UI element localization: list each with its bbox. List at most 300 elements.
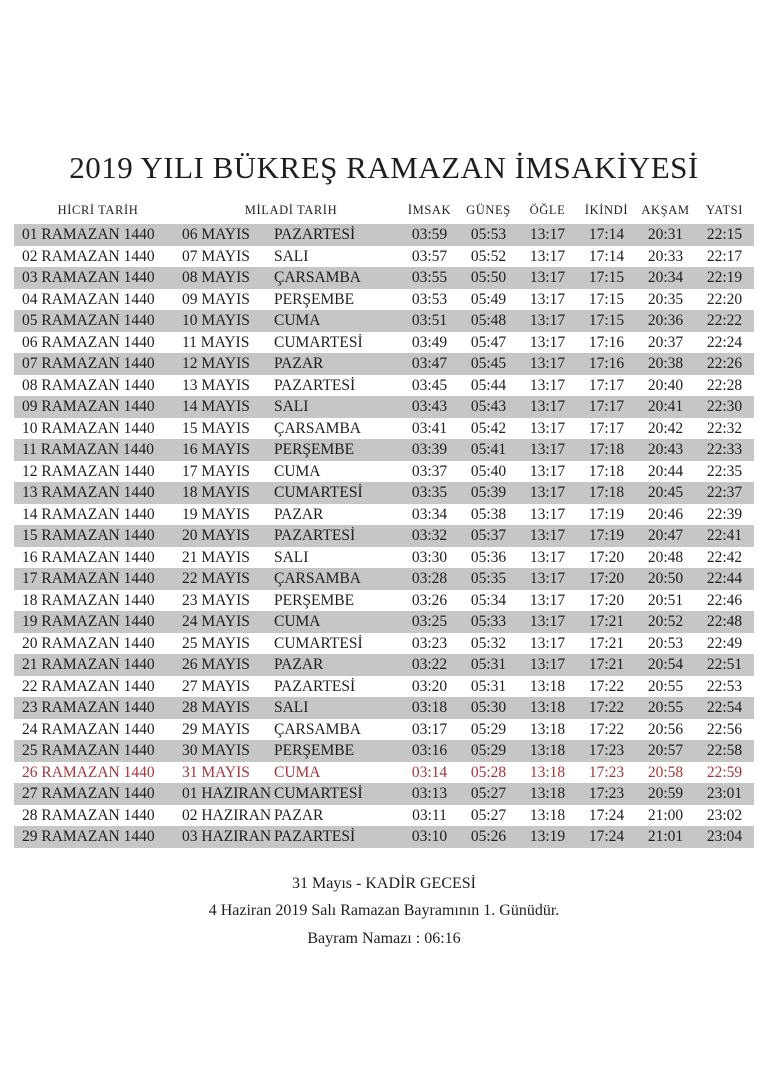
table-row: [14, 310, 754, 332]
imsak-time-cell: 03:14: [411, 763, 448, 781]
ikindi-time-cell: 17:18: [588, 441, 625, 458]
day-name-cell: CUMARTESİ: [273, 333, 363, 351]
imsak-time-cell: 03:26: [411, 591, 448, 609]
aksam-time-cell: 20:46: [647, 505, 684, 523]
gunes-time-cell: 05:47: [470, 333, 507, 351]
yatsi-time-cell: 22:41: [706, 527, 743, 544]
yatsi-time-cell: 23:02: [706, 806, 743, 824]
gunes-time-cell: 05:40: [470, 462, 507, 480]
miladi-date-cell: 13 MAYIS: [181, 376, 250, 394]
ogle-time-cell: 13:17: [529, 527, 566, 544]
ogle-time-cell: 13:17: [529, 441, 566, 458]
ogle-time-cell: 13:17: [529, 634, 566, 652]
gunes-time-cell: 05:29: [470, 720, 507, 738]
column-header: MİLADİ TARİH: [244, 203, 338, 217]
table-row: [14, 676, 754, 698]
hicri-date-cell: 06 RAMAZAN 1440: [21, 333, 155, 351]
hicri-date-cell: 25 RAMAZAN 1440: [21, 742, 155, 759]
ikindi-time-cell: 17:23: [588, 763, 625, 781]
miladi-date-cell: 03 HAZIRAN: [181, 828, 272, 845]
miladi-date-cell: 18 MAYIS: [181, 484, 250, 501]
hicri-date-cell: 15 RAMAZAN 1440: [21, 527, 155, 544]
table-row: [14, 267, 754, 289]
ikindi-time-cell: 17:14: [588, 226, 625, 243]
column-header: AKŞAM: [641, 203, 690, 217]
gunes-time-cell: 05:42: [470, 419, 507, 437]
imsak-time-cell: 03:51: [411, 312, 448, 329]
miladi-date-cell: 22 MAYIS: [181, 570, 250, 587]
aksam-time-cell: 20:37: [647, 333, 684, 351]
gunes-time-cell: 05:48: [470, 312, 507, 329]
footer-notes: [0, 870, 768, 953]
table-row: [14, 418, 754, 440]
yatsi-time-cell: 22:37: [706, 484, 743, 501]
ikindi-time-cell: 17:17: [588, 398, 625, 415]
day-name-cell: SALI: [273, 699, 309, 716]
hicri-date-cell: 03 RAMAZAN 1440: [21, 269, 155, 286]
prayer-times-table: [14, 200, 754, 848]
day-name-cell: CUMARTESİ: [273, 785, 363, 802]
miladi-date-cell: 27 MAYIS: [181, 677, 250, 695]
aksam-time-cell: 20:40: [647, 376, 684, 394]
ogle-time-cell: 13:18: [529, 699, 566, 716]
gunes-time-cell: 05:27: [470, 785, 507, 802]
column-header: YATSI: [705, 203, 744, 217]
yatsi-time-cell: 22:56: [706, 720, 743, 738]
ogle-time-cell: 13:17: [529, 226, 566, 243]
hicri-date-cell: 26 RAMAZAN 1440: [21, 763, 155, 781]
column-header: HİCRİ TARİH: [57, 203, 139, 217]
yatsi-time-cell: 22:58: [706, 742, 743, 759]
aksam-time-cell: 20:44: [647, 462, 684, 480]
aksam-time-cell: 20:52: [647, 613, 684, 630]
hicri-date-cell: 17 RAMAZAN 1440: [21, 570, 155, 587]
table-row: [14, 504, 754, 526]
ikindi-time-cell: 17:24: [588, 828, 625, 845]
table-row: [14, 525, 754, 547]
ikindi-time-cell: 17:22: [588, 699, 625, 716]
gunes-time-cell: 05:53: [470, 226, 507, 243]
table-row: [14, 547, 754, 569]
hicri-date-cell: 20 RAMAZAN 1440: [21, 634, 155, 652]
ikindi-time-cell: 17:18: [588, 484, 625, 501]
aksam-time-cell: 20:54: [647, 656, 684, 673]
ikindi-time-cell: 17:23: [588, 785, 625, 802]
yatsi-time-cell: 22:28: [706, 376, 743, 394]
miladi-date-cell: 01 HAZIRAN: [181, 785, 272, 802]
ogle-time-cell: 13:17: [529, 462, 566, 480]
hicri-date-cell: 04 RAMAZAN 1440: [21, 290, 155, 308]
day-name-cell: SALI: [273, 247, 309, 265]
miladi-date-cell: 17 MAYIS: [181, 462, 250, 480]
table-row: [14, 654, 754, 676]
miladi-date-cell: 10 MAYIS: [181, 312, 250, 329]
aksam-time-cell: 20:53: [647, 634, 684, 652]
gunes-time-cell: 05:31: [470, 656, 507, 673]
day-name-cell: CUMA: [273, 613, 321, 630]
ogle-time-cell: 13:17: [529, 548, 566, 566]
gunes-time-cell: 05:43: [470, 398, 507, 415]
ogle-time-cell: 13:18: [529, 763, 566, 781]
column-header: ÖĞLE: [529, 203, 566, 217]
imsak-time-cell: 03:37: [411, 462, 448, 480]
imsak-time-cell: 03:22: [411, 656, 448, 673]
miladi-date-cell: 20 MAYIS: [181, 527, 250, 544]
imsak-time-cell: 03:16: [411, 742, 448, 759]
ikindi-time-cell: 17:20: [588, 570, 625, 587]
imsak-time-cell: 03:25: [411, 613, 448, 630]
page-title: 2019 YILI BÜKREŞ RAMAZAN İMSAKİYESİ: [69, 150, 699, 185]
gunes-time-cell: 05:30: [470, 699, 507, 716]
miladi-date-cell: 21 MAYIS: [181, 548, 250, 566]
yatsi-time-cell: 22:20: [706, 290, 743, 308]
hicri-date-cell: 23 RAMAZAN 1440: [21, 699, 155, 716]
imsak-time-cell: 03:49: [411, 333, 448, 351]
yatsi-time-cell: 23:04: [706, 828, 743, 845]
miladi-date-cell: 15 MAYIS: [181, 419, 250, 437]
ogle-time-cell: 13:17: [529, 505, 566, 523]
ikindi-time-cell: 17:23: [588, 742, 625, 759]
aksam-time-cell: 20:36: [647, 312, 684, 329]
imsak-time-cell: 03:59: [411, 226, 448, 243]
ikindi-time-cell: 17:21: [588, 656, 625, 673]
imsak-time-cell: 03:43: [411, 398, 448, 415]
imsak-time-cell: 03:55: [411, 269, 448, 286]
miladi-date-cell: 31 MAYIS: [181, 763, 250, 781]
ogle-time-cell: 13:17: [529, 419, 566, 437]
ogle-time-cell: 13:17: [529, 355, 566, 372]
imsak-time-cell: 03:13: [411, 785, 448, 802]
day-name-cell: ÇARSAMBA: [273, 419, 361, 437]
table-row: [14, 332, 754, 354]
aksam-time-cell: 20:55: [647, 677, 684, 695]
day-name-cell: PAZAR: [273, 656, 324, 673]
yatsi-time-cell: 22:59: [706, 763, 743, 781]
ogle-time-cell: 13:18: [529, 720, 566, 738]
hicri-date-cell: 24 RAMAZAN 1440: [21, 720, 155, 738]
table-row: [14, 482, 754, 504]
hicri-date-cell: 21 RAMAZAN 1440: [21, 656, 155, 673]
yatsi-time-cell: 22:30: [706, 398, 743, 415]
miladi-date-cell: 25 MAYIS: [181, 634, 250, 652]
day-name-cell: PAZARTESİ: [273, 828, 356, 845]
yatsi-time-cell: 22:44: [706, 570, 743, 587]
day-name-cell: PAZAR: [273, 505, 324, 523]
kadir-gecesi-note: 31 Mayıs - KADİR GECESİ: [292, 874, 476, 892]
ogle-time-cell: 13:17: [529, 591, 566, 609]
aksam-time-cell: 20:43: [647, 441, 684, 458]
hicri-date-cell: 07 RAMAZAN 1440: [21, 355, 155, 372]
gunes-time-cell: 05:33: [470, 613, 507, 630]
column-header: İKİNDİ: [584, 203, 629, 217]
ikindi-time-cell: 17:21: [588, 613, 625, 630]
ogle-time-cell: 13:17: [529, 290, 566, 308]
hicri-date-cell: 08 RAMAZAN 1440: [21, 376, 155, 394]
hicri-date-cell: 09 RAMAZAN 1440: [21, 398, 155, 415]
aksam-time-cell: 20:41: [647, 398, 684, 415]
ikindi-time-cell: 17:24: [588, 806, 625, 824]
gunes-time-cell: 05:38: [470, 505, 507, 523]
yatsi-time-cell: 22:15: [706, 226, 743, 243]
day-name-cell: PAZARTESİ: [273, 226, 356, 243]
imsak-time-cell: 03:57: [411, 247, 448, 265]
gunes-time-cell: 05:26: [470, 828, 507, 845]
miladi-date-cell: 06 MAYIS: [181, 226, 250, 243]
aksam-time-cell: 20:35: [647, 290, 684, 308]
miladi-date-cell: 14 MAYIS: [181, 398, 250, 415]
table-row: [14, 805, 754, 827]
table-row: [14, 590, 754, 612]
yatsi-time-cell: 22:42: [706, 548, 743, 566]
table-row: [14, 375, 754, 397]
day-name-cell: PERŞEMBE: [273, 290, 355, 308]
aksam-time-cell: 20:50: [647, 570, 684, 587]
hicri-date-cell: 29 RAMAZAN 1440: [21, 828, 155, 845]
column-header: İMSAK: [407, 203, 452, 217]
imsak-time-cell: 03:11: [412, 806, 447, 824]
miladi-date-cell: 23 MAYIS: [181, 591, 250, 609]
column-header: GÜNEŞ: [466, 203, 511, 217]
aksam-time-cell: 20:51: [647, 591, 684, 609]
imsak-time-cell: 03:30: [411, 548, 448, 566]
bayram-namazi-note: Bayram Namazı : 06:16: [307, 929, 461, 947]
yatsi-time-cell: 22:22: [706, 312, 743, 329]
yatsi-time-cell: 22:48: [706, 613, 743, 630]
ikindi-time-cell: 17:17: [588, 419, 625, 437]
table-row: [14, 289, 754, 311]
day-name-cell: CUMA: [273, 462, 321, 480]
day-name-cell: CUMA: [273, 312, 321, 329]
aksam-time-cell: 21:00: [647, 806, 684, 824]
ogle-time-cell: 13:17: [529, 656, 566, 673]
aksam-time-cell: 20:48: [647, 548, 684, 566]
aksam-time-cell: 20:38: [647, 355, 684, 372]
ikindi-time-cell: 17:20: [588, 591, 625, 609]
ogle-time-cell: 13:17: [529, 247, 566, 265]
miladi-date-cell: 19 MAYIS: [181, 505, 250, 523]
gunes-time-cell: 05:27: [470, 806, 507, 824]
ogle-time-cell: 13:17: [529, 376, 566, 394]
yatsi-time-cell: 22:17: [706, 247, 743, 265]
ogle-time-cell: 13:17: [529, 333, 566, 351]
imsak-time-cell: 03:17: [411, 720, 448, 738]
hicri-date-cell: 27 RAMAZAN 1440: [21, 785, 155, 802]
imsak-time-cell: 03:10: [411, 828, 448, 845]
aksam-time-cell: 20:58: [647, 763, 684, 781]
imsak-time-cell: 03:23: [411, 634, 448, 652]
imsak-time-cell: 03:32: [411, 527, 448, 544]
yatsi-time-cell: 22:54: [706, 699, 743, 716]
yatsi-time-cell: 22:39: [706, 505, 743, 523]
imsak-time-cell: 03:18: [411, 699, 448, 716]
table-row: [14, 719, 754, 741]
table-row: [14, 396, 754, 418]
miladi-date-cell: 11 MAYIS: [181, 333, 250, 351]
miladi-date-cell: 02 HAZIRAN: [181, 806, 272, 824]
day-name-cell: PAZARTESİ: [273, 376, 356, 394]
ogle-time-cell: 13:17: [529, 398, 566, 415]
hicri-date-cell: 19 RAMAZAN 1440: [21, 613, 155, 630]
imsak-time-cell: 03:28: [411, 570, 448, 587]
ogle-time-cell: 13:18: [529, 677, 566, 695]
hicri-date-cell: 12 RAMAZAN 1440: [21, 462, 155, 480]
gunes-time-cell: 05:41: [470, 441, 507, 458]
ikindi-time-cell: 17:15: [588, 290, 625, 308]
ikindi-time-cell: 17:15: [588, 312, 625, 329]
table-row: [14, 461, 754, 483]
ikindi-time-cell: 17:20: [588, 548, 625, 566]
yatsi-time-cell: 22:24: [706, 333, 743, 351]
miladi-date-cell: 28 MAYIS: [181, 699, 250, 716]
ogle-time-cell: 13:18: [529, 806, 566, 824]
gunes-time-cell: 05:37: [470, 527, 507, 544]
miladi-date-cell: 26 MAYIS: [181, 656, 250, 673]
yatsi-time-cell: 22:26: [706, 355, 743, 372]
day-name-cell: PAZARTESİ: [273, 677, 356, 695]
yatsi-time-cell: 22:19: [706, 269, 743, 286]
gunes-time-cell: 05:35: [470, 570, 507, 587]
day-name-cell: SALI: [273, 548, 309, 566]
hicri-date-cell: 05 RAMAZAN 1440: [21, 312, 155, 329]
gunes-time-cell: 05:39: [470, 484, 507, 501]
hicri-date-cell: 11 RAMAZAN 1440: [21, 441, 155, 458]
table-row: [14, 439, 754, 461]
imsak-time-cell: 03:45: [411, 376, 448, 394]
gunes-time-cell: 05:45: [470, 355, 507, 372]
imsak-time-cell: 03:34: [411, 505, 448, 523]
imsak-time-cell: 03:35: [411, 484, 448, 501]
timetable-body: [14, 224, 754, 848]
day-name-cell: PAZAR: [273, 806, 324, 824]
miladi-date-cell: 29 MAYIS: [181, 720, 250, 738]
yatsi-time-cell: 22:51: [706, 656, 743, 673]
table-row: [14, 224, 754, 246]
table-row: [14, 568, 754, 590]
aksam-time-cell: 20:31: [647, 226, 684, 243]
aksam-time-cell: 20:59: [647, 785, 684, 802]
ogle-time-cell: 13:17: [529, 269, 566, 286]
day-name-cell: ÇARSAMBA: [273, 269, 361, 286]
gunes-time-cell: 05:34: [470, 591, 507, 609]
ikindi-time-cell: 17:19: [588, 527, 625, 544]
table-row: [14, 697, 754, 719]
yatsi-time-cell: 22:33: [706, 441, 743, 458]
ikindi-time-cell: 17:19: [588, 505, 625, 523]
day-name-cell: CUMARTESİ: [273, 634, 363, 652]
ogle-time-cell: 13:19: [529, 828, 566, 845]
day-name-cell: ÇARSAMBA: [273, 570, 361, 587]
aksam-time-cell: 21:01: [647, 828, 684, 845]
day-name-cell: CUMA: [273, 763, 321, 781]
table-header-row: [14, 200, 754, 224]
ogle-time-cell: 13:17: [529, 484, 566, 501]
aksam-time-cell: 20:34: [647, 269, 684, 286]
hicri-date-cell: 14 RAMAZAN 1440: [21, 505, 155, 523]
hicri-date-cell: 02 RAMAZAN 1440: [21, 247, 155, 265]
ikindi-time-cell: 17:22: [588, 677, 625, 695]
aksam-time-cell: 20:55: [647, 699, 684, 716]
hicri-date-cell: 16 RAMAZAN 1440: [21, 548, 155, 566]
miladi-date-cell: 12 MAYIS: [181, 355, 250, 372]
day-name-cell: PAZAR: [273, 355, 324, 372]
ikindi-time-cell: 17:16: [588, 355, 625, 372]
table-row: [14, 740, 754, 762]
table-row: [14, 826, 754, 848]
ogle-time-cell: 13:18: [529, 785, 566, 802]
aksam-time-cell: 20:47: [647, 527, 684, 544]
aksam-time-cell: 20:57: [647, 742, 684, 759]
gunes-time-cell: 05:49: [470, 290, 507, 308]
ikindi-time-cell: 17:15: [588, 269, 625, 286]
table-row: [14, 633, 754, 655]
ogle-time-cell: 13:18: [529, 742, 566, 759]
table-row: [14, 611, 754, 633]
gunes-time-cell: 05:28: [470, 763, 507, 781]
ogle-time-cell: 13:17: [529, 570, 566, 587]
day-name-cell: PERŞEMBE: [273, 742, 355, 759]
day-name-cell: PERŞEMBE: [273, 441, 355, 458]
aksam-time-cell: 20:45: [647, 484, 684, 501]
ikindi-time-cell: 17:18: [588, 462, 625, 480]
hicri-date-cell: 28 RAMAZAN 1440: [21, 806, 155, 824]
table-row: [14, 246, 754, 268]
hicri-date-cell: 13 RAMAZAN 1440: [21, 484, 155, 501]
gunes-time-cell: 05:32: [470, 634, 507, 652]
gunes-time-cell: 05:31: [470, 677, 507, 695]
gunes-time-cell: 05:52: [470, 247, 507, 265]
ikindi-time-cell: 17:21: [588, 634, 625, 652]
ikindi-time-cell: 17:17: [588, 376, 625, 394]
miladi-date-cell: 24 MAYIS: [181, 613, 250, 630]
imsak-time-cell: 03:20: [411, 677, 448, 695]
hicri-date-cell: 10 RAMAZAN 1440: [21, 419, 155, 437]
table-row: [14, 783, 754, 805]
miladi-date-cell: 16 MAYIS: [181, 441, 250, 458]
gunes-time-cell: 05:44: [470, 376, 507, 394]
hicri-date-cell: 18 RAMAZAN 1440: [21, 591, 155, 609]
ikindi-time-cell: 17:14: [588, 247, 625, 265]
imsak-time-cell: 03:47: [411, 355, 448, 372]
imsak-time-cell: 03:41: [411, 419, 448, 437]
aksam-time-cell: 20:56: [647, 720, 684, 738]
miladi-date-cell: 30 MAYIS: [181, 742, 250, 759]
ikindi-time-cell: 17:16: [588, 333, 625, 351]
yatsi-time-cell: 22:35: [706, 462, 743, 480]
day-name-cell: PAZARTESİ: [273, 527, 356, 544]
yatsi-time-cell: 23:01: [706, 785, 743, 802]
gunes-time-cell: 05:36: [470, 548, 507, 566]
bayram-note: 4 Haziran 2019 Salı Ramazan Bayramının 1. Günüdür.: [208, 902, 560, 919]
table-row: [14, 762, 754, 784]
miladi-date-cell: 08 MAYIS: [181, 269, 250, 286]
aksam-time-cell: 20:33: [647, 247, 684, 265]
yatsi-time-cell: 22:49: [706, 634, 743, 652]
miladi-date-cell: 09 MAYIS: [181, 290, 250, 308]
table-row: [14, 353, 754, 375]
day-name-cell: CUMARTESİ: [273, 484, 363, 501]
ikindi-time-cell: 17:22: [588, 720, 625, 738]
miladi-date-cell: 07 MAYIS: [181, 247, 250, 265]
yatsi-time-cell: 22:53: [706, 677, 743, 695]
gunes-time-cell: 05:29: [470, 742, 507, 759]
imsak-time-cell: 03:39: [411, 441, 448, 458]
yatsi-time-cell: 22:46: [706, 591, 743, 609]
yatsi-time-cell: 22:32: [706, 419, 743, 437]
day-name-cell: SALI: [273, 398, 309, 415]
ogle-time-cell: 13:17: [529, 613, 566, 630]
aksam-time-cell: 20:42: [647, 419, 684, 437]
day-name-cell: ÇARSAMBA: [273, 720, 361, 738]
